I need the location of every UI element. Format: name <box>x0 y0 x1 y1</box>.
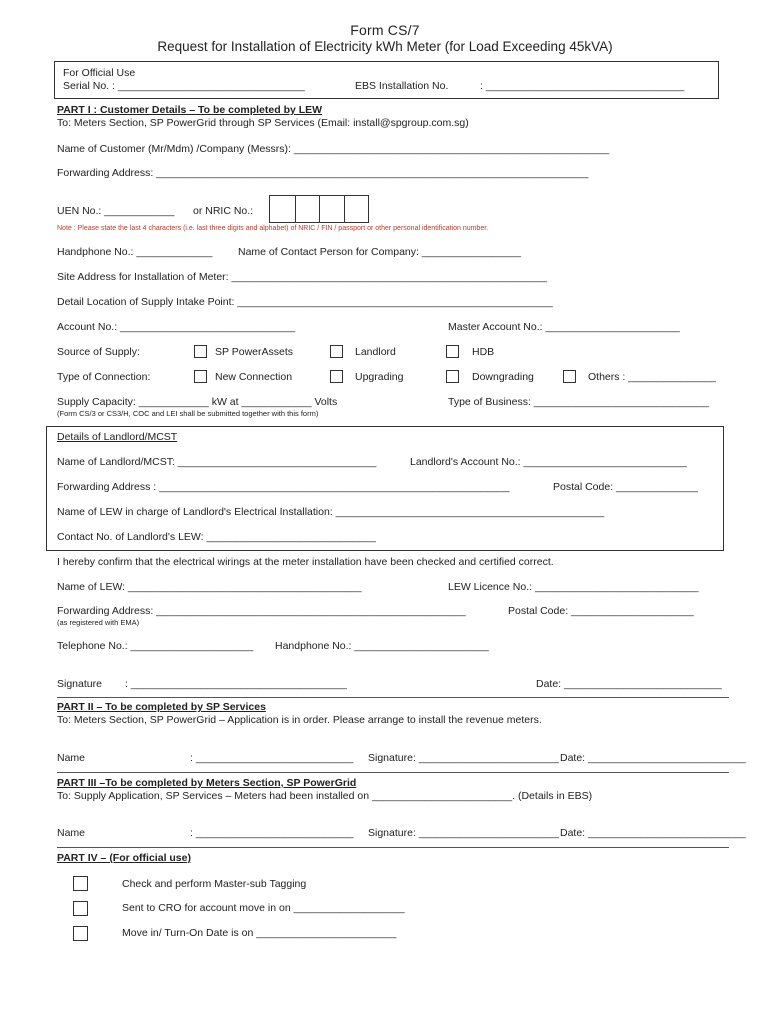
cro-move-in-field[interactable]: Sent to CRO for account move in on ___________________ <box>122 902 405 914</box>
source-of-supply-label: Source of Supply: <box>57 346 140 358</box>
lew-date-field[interactable]: Date: ___________________________ <box>536 678 722 690</box>
ebs-installation-field[interactable]: : __________________________________ <box>480 80 685 92</box>
lew-handphone-field[interactable]: Handphone No.: _______________________ <box>275 640 489 652</box>
landlord-lew-contact-field[interactable]: Contact No. of Landlord's LEW: _____________________________ <box>57 531 376 543</box>
part1-heading: PART I : Customer Details – To be completed by LEW <box>57 104 323 116</box>
lew-name-field[interactable]: Name of LEW: ________________________________________ <box>57 581 362 593</box>
part2-name-label: Name <box>57 752 86 764</box>
uen-field[interactable]: UEN No.: ____________ <box>57 205 175 217</box>
connection-type-label: Type of Connection: <box>57 371 151 383</box>
lew-postal-field[interactable]: Postal Code: _____________________ <box>508 605 694 617</box>
supply-intake-field[interactable]: Detail Location of Supply Intake Point: ______________________________________________________ <box>57 296 553 308</box>
part3-name-field[interactable]: : ___________________________ <box>190 827 354 839</box>
downgrading-label: Downgrading <box>472 371 534 383</box>
ebs-installation-label: EBS Installation No. <box>355 80 449 92</box>
serial-no-field[interactable]: Serial No. : ________________________________ <box>63 80 305 92</box>
landlord-lew-field[interactable]: Name of LEW in charge of Landlord's Electrical Installation: ______________________________________________ <box>57 506 605 518</box>
official-use-label: For Official Use <box>63 67 136 79</box>
part2-date-field[interactable]: Date: ___________________________ <box>560 752 746 764</box>
account-no-field[interactable]: Account No.: ______________________________ <box>57 321 296 333</box>
nric-box-1[interactable] <box>269 195 296 223</box>
part4-heading: PART IV – (For official use) <box>57 852 191 864</box>
lew-signature-label: Signature <box>57 678 102 690</box>
turn-on-date-checkbox[interactable] <box>73 926 88 941</box>
hdb-label: HDB <box>472 346 495 358</box>
sp-powerassets-checkbox[interactable] <box>194 345 207 358</box>
site-address-field[interactable]: Site Address for Installation of Meter: ______________________________________________________ <box>57 271 547 283</box>
landlord-forwarding-field[interactable]: Forwarding Address : ____________________________________________________________ <box>57 481 510 493</box>
nric-note: Note : Please state the last 4 characters (i.e. last three digits and alphabet) of NRIC / FIN / passport or other personal identification number. <box>57 225 489 232</box>
form-title: Request for Installation of Electricity kWh Meter (for Load Exceeding 45kVA) <box>157 39 613 54</box>
divider <box>57 847 729 848</box>
master-sub-tagging-checkbox[interactable] <box>73 876 88 891</box>
part3-name-label: Name <box>57 827 86 839</box>
divider <box>57 697 729 698</box>
ema-note: (as registered with EMA) <box>57 618 140 627</box>
part3-to: To: Supply Application, SP Services – Meters had been installed on ________________________. (Details in EBS) <box>57 790 593 802</box>
landlord-heading: Details of Landlord/MCST <box>57 431 178 443</box>
landlord-name-field[interactable]: Name of Landlord/MCST: __________________________________ <box>57 456 377 468</box>
part2-name-field[interactable]: : ___________________________ <box>190 752 354 764</box>
customer-name-field[interactable]: Name of Customer (Mr/Mdm) /Company (Messrs): ______________________________________________________ <box>57 143 610 155</box>
landlord-checkbox[interactable] <box>330 345 343 358</box>
supply-capacity-field[interactable]: Supply Capacity: ____________ kW at ____________ Volts <box>57 396 338 408</box>
cro-move-in-checkbox[interactable] <box>73 901 88 916</box>
sp-powerassets-label: SP PowerAssets <box>215 346 294 358</box>
new-connection-label: New Connection <box>215 371 293 383</box>
part2-heading: PART II – To be completed by SP Services <box>57 701 266 713</box>
lew-telephone-field[interactable]: Telephone No.: _____________________ <box>57 640 254 652</box>
master-sub-tagging-label: Check and perform Master-sub Tagging <box>122 878 307 890</box>
part2-signature-field[interactable]: Signature: ________________________ <box>368 752 559 764</box>
lew-signature-field[interactable]: : _____________________________________ <box>125 678 347 690</box>
hdb-checkbox[interactable] <box>446 345 459 358</box>
form-id: Form CS/7 <box>350 22 420 38</box>
upgrading-label: Upgrading <box>355 371 404 383</box>
new-connection-checkbox[interactable] <box>194 370 207 383</box>
landlord-postal-field[interactable]: Postal Code: ______________ <box>553 481 698 493</box>
forwarding-address-field[interactable]: Forwarding Address: __________________________________________________________________________ <box>57 167 589 179</box>
handphone-field[interactable]: Handphone No.: _____________ <box>57 246 213 258</box>
downgrading-checkbox[interactable] <box>446 370 459 383</box>
nric-box-4[interactable] <box>345 195 369 223</box>
lew-forwarding-field[interactable]: Forwarding Address: _____________________________________________________ <box>57 605 466 617</box>
lew-confirmation: I hereby confirm that the electrical wirings at the meter installation have been checked and certified correct. <box>57 556 554 568</box>
part2-to: To: Meters Section, SP PowerGrid – Application is in order. Please arrange to install the revenue meters. <box>57 714 542 726</box>
contact-person-field[interactable]: Name of Contact Person for Company: _________________ <box>238 246 522 258</box>
nric-box-3[interactable] <box>320 195 345 223</box>
part1-to: To: Meters Section, SP PowerGrid through SP Services (Email: install@spgroup.com.sg) <box>57 117 469 129</box>
business-type-field[interactable]: Type of Business: ______________________________ <box>448 396 709 408</box>
capacity-note: (Form CS/3 or CS3/H, COC and LEI shall be submitted together with this form) <box>57 409 319 418</box>
part3-signature-field[interactable]: Signature: ________________________ <box>368 827 559 839</box>
others-checkbox[interactable] <box>563 370 576 383</box>
nric-label: or NRIC No.: <box>193 205 254 217</box>
divider <box>57 772 729 773</box>
part3-date-field[interactable]: Date: ___________________________ <box>560 827 746 839</box>
nric-box-2[interactable] <box>294 195 320 223</box>
master-account-field[interactable]: Master Account No.: _______________________ <box>448 321 680 333</box>
turn-on-date-field[interactable]: Move in/ Turn-On Date is on ________________________ <box>122 927 397 939</box>
upgrading-checkbox[interactable] <box>330 370 343 383</box>
landlord-label: Landlord <box>355 346 396 358</box>
landlord-account-field[interactable]: Landlord's Account No.: ____________________________ <box>410 456 687 468</box>
part3-heading: PART III –To be completed by Meters Section, SP PowerGrid <box>57 777 357 789</box>
lew-licence-field[interactable]: LEW Licence No.: ____________________________ <box>448 581 699 593</box>
others-field[interactable]: Others : _______________ <box>588 371 716 383</box>
